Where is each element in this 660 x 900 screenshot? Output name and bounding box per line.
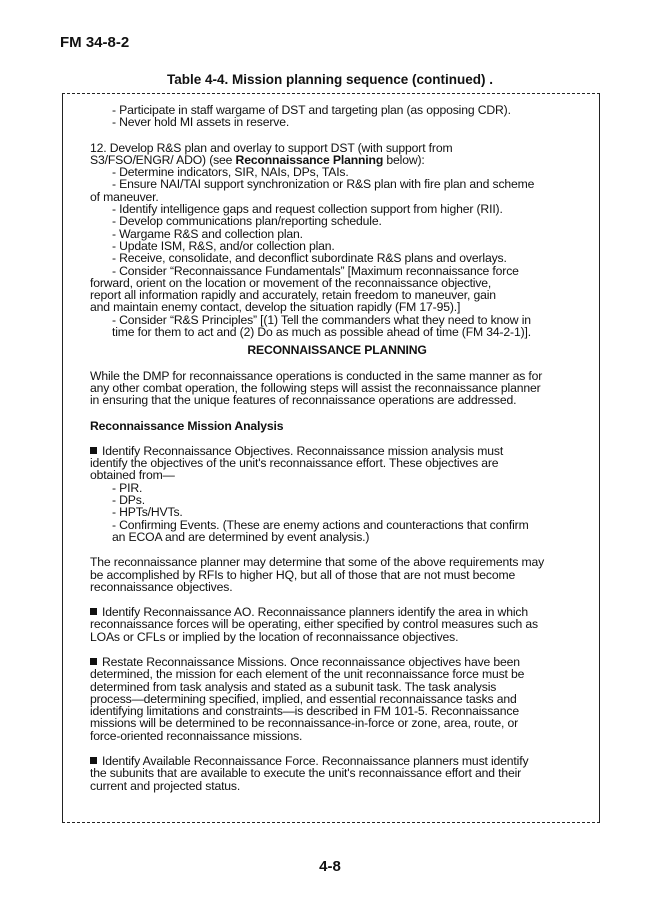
step-12-line2: S3/FSO/ENGR/ ADO) (see Reconnaissance Planning below): (90, 152, 425, 167)
subheading: Reconnaissance Mission Analysis (90, 418, 284, 433)
paragraph-line: in ensuring that the unique features of reconnaissance operations are addressed. (90, 393, 517, 408)
paragraph-line: be accomplished by RFIs to higher HQ, but all of those that are not must become (90, 567, 516, 582)
list-item: - Wargame R&S and collection plan. (112, 226, 303, 241)
bullet-line: missions will be determined to be reconnaissance-in-force or zone, area, route, or (90, 716, 519, 731)
bullet-line: process—determining specified, implied, and essential reconnaissance tasks and (90, 691, 517, 706)
table-title: Table 4-4. Mission planning sequence (continued) . (166, 72, 494, 87)
page-number: 4-8 (319, 858, 341, 875)
list-item: - Identify intelligence gaps and request collection support from higher (RII). (112, 202, 503, 217)
recon-planning-ref: Reconnaissance Planning (235, 152, 384, 167)
list-item: - PIR. (112, 480, 143, 495)
bullet-line: force-oriented reconnaissance missions. (90, 728, 303, 743)
bullet-line: obtained from— (90, 468, 175, 483)
bullet-line: the subunits that are available to execute the unit's reconnaissance effort and their (90, 766, 522, 781)
list-item-cont: and maintain enemy contact, develop the situation rapidly (FM 17-95).] (90, 300, 461, 315)
list-item-cont: of maneuver. (90, 189, 159, 204)
square-bullet-icon (90, 658, 97, 665)
paragraph-line: reconnaissance objectives. (90, 579, 233, 594)
bullet-line: identify the objectives of the unit's reconnaissance effort. These objectives are (90, 456, 499, 471)
list-item: - Ensure NAI/TAI support synchronization or R&S plan with fire plan and scheme (112, 177, 535, 192)
document-id: FM 34-8-2 (60, 34, 130, 51)
list-item: - Consider “R&S Principles” [(1) Tell the commanders what they need to know in (112, 312, 531, 327)
list-item-cont: report all information rapidly and accurately, retain freedom to maneuver, gain (90, 288, 496, 303)
list-item: - HPTs/HVTs. (112, 505, 183, 520)
square-bullet-icon (90, 608, 97, 615)
list-item: - Develop communications plan/reporting schedule. (112, 214, 382, 229)
bullet-line: Identify Available Reconnaissance Force. Reconnaissance planners must identify (90, 755, 584, 767)
paragraph-line: The reconnaissance planner may determine that some of the above requirements may (90, 555, 545, 570)
list-item: - Update ISM, R&S, and/or collection plan. (112, 238, 335, 253)
bullet-line: current and projected status. (90, 778, 241, 793)
bullet-line: reconnaissance forces will be operating, either specified by control measures such as (90, 617, 538, 632)
bullet-line: LOAs or CFLs or implied by the location of reconnaissance objectives. (90, 629, 459, 644)
bullet-line: Identify Reconnaissance AO. Reconnaissance planners identify the area in which (90, 606, 584, 618)
bullet-line: identifying limitations and constraints—is described in FM 101-5. Reconnaissance (90, 704, 519, 719)
list-item: - DPs. (112, 493, 145, 508)
square-bullet-icon (90, 447, 97, 454)
paragraph-line: any other combat operation, the following steps will assist the reconnaissance planner (90, 380, 541, 395)
square-bullet-icon (90, 757, 97, 764)
bullet-line: determined from task analysis and stated as a subunit task. The task analysis (90, 679, 497, 694)
table-body (90, 104, 584, 792)
list-item: - Consider “Reconnaissance Fundamentals” [Maximum reconnaissance force (112, 263, 519, 278)
list-item-cont: an ECOA and are determined by event analysis.) (112, 529, 370, 544)
paragraph-line: While the DMP for reconnaissance operations is conducted in the same manner as for (90, 368, 543, 383)
bullet-line: Identify Reconnaissance Objectives. Reconnaissance mission analysis must (90, 445, 584, 457)
list-item-cont: time for them to act and (2) Do as much as possible ahead of time (FM 34-2-1)]. (112, 325, 531, 340)
list-item: - Participate in staff wargame of DST and targeting plan (as opposing CDR). (112, 103, 511, 117)
bullet-line: determined, the mission for each element of the unit reconnaissance force must be (90, 667, 525, 682)
step-12-line1: 12. Develop R&S plan and overlay to support DST (with support from (90, 140, 453, 155)
list-item: - Never hold MI assets in reserve. (112, 115, 290, 130)
list-item: - Determine indicators, SIR, NAIs, DPs, TAIs. (112, 165, 349, 180)
bullet-line: Restate Reconnaissance Missions. Once reconnaissance objectives have been (90, 656, 584, 668)
list-item: - Confirming Events. (These are enemy actions and counteractions that confirm (112, 517, 529, 532)
list-item-cont: forward, orient on the location or movement of the reconnaissance objective, (90, 275, 492, 290)
section-heading: RECONNAISSANCE PLANNING (247, 343, 427, 358)
list-item: - Receive, consolidate, and deconflict subordinate R&S plans and overlays. (112, 251, 507, 266)
